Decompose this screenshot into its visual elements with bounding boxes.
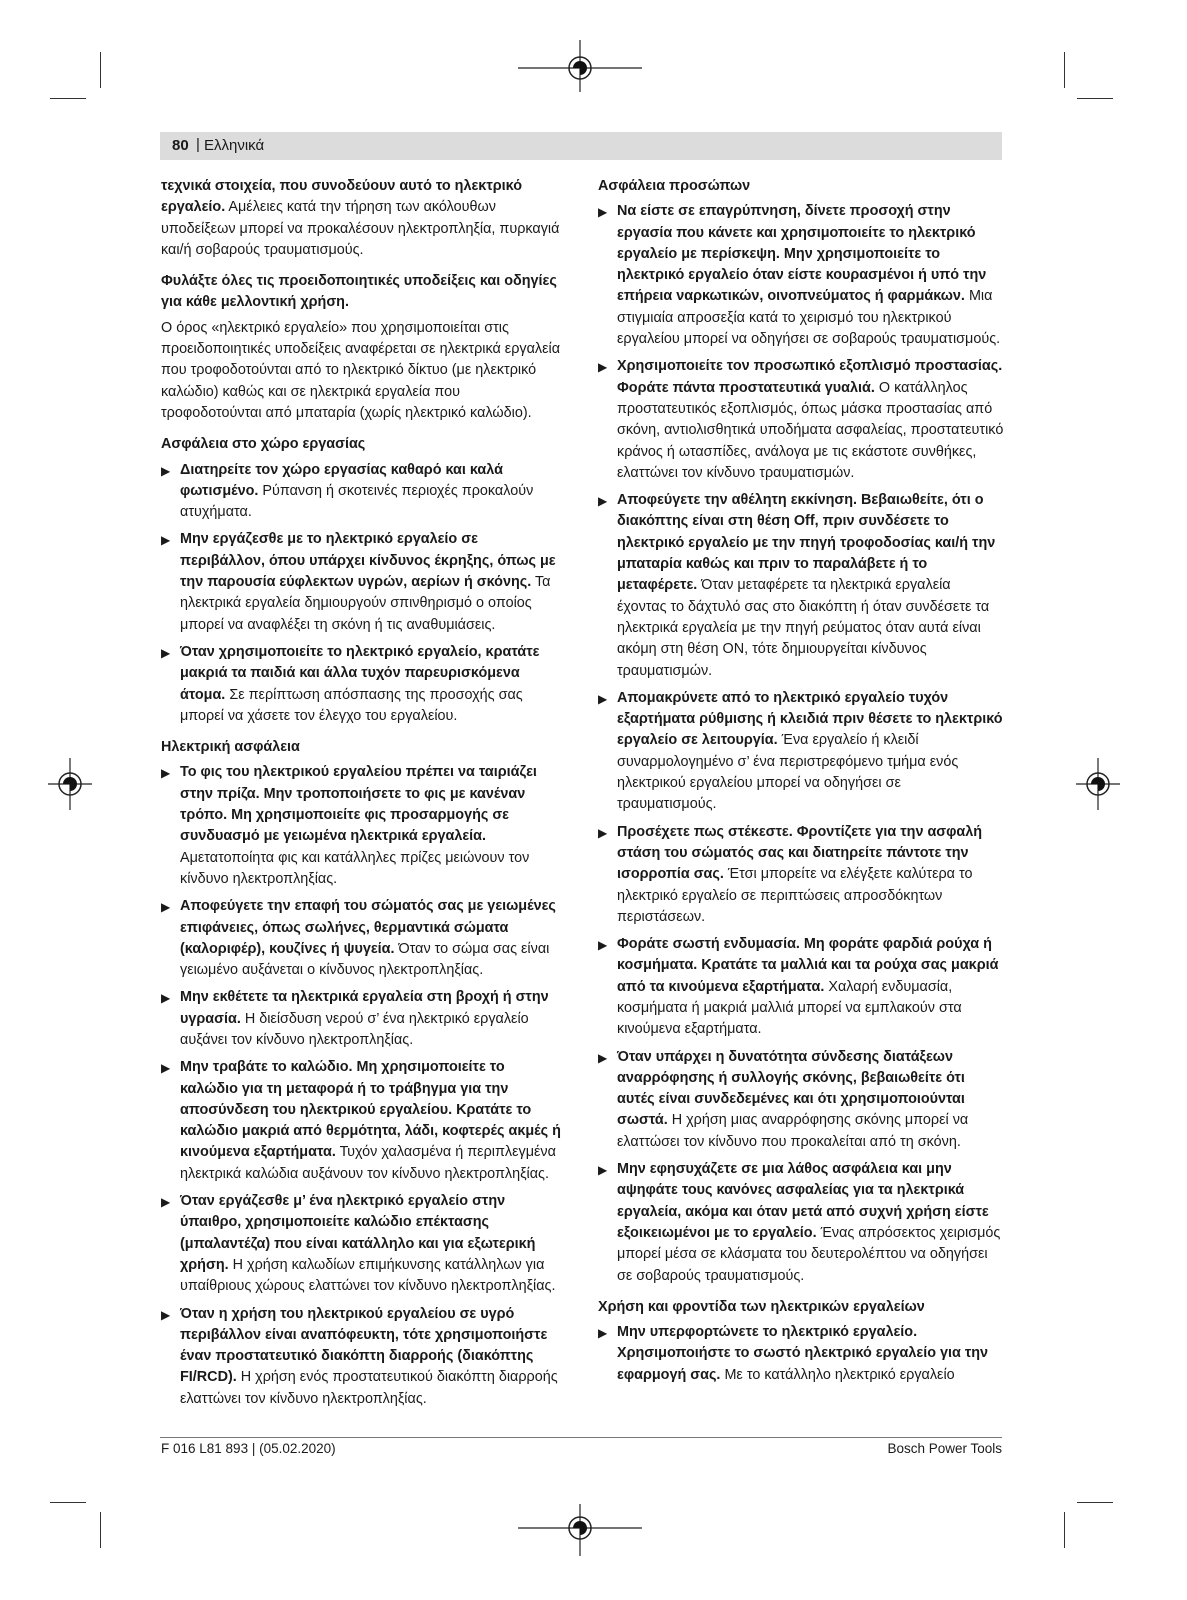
list-item <box>161 460 563 524</box>
bullet-icon: ▶ <box>598 1050 608 1065</box>
item-bold: Προσέχετε πως στέκεστε. Φροντίζετε για την ασφαλή στάση του σώματός σας και διατηρείτε πάντοτε την ισορροπία σας. <box>617 823 983 883</box>
tool-use-list <box>598 1322 1004 1386</box>
item-text: Όταν το σώμα σας είναι γειωμένο αυξάνεται ο κίνδυνος ηλεκτροπληξίας. <box>180 940 550 979</box>
item-text: Έτσι μπορείτε να ελέγξετε καλύτερα το ηλεκτρικό εργαλείο σε περιπτώσεις απροσδόκητων περιστάσεων. <box>617 866 973 925</box>
intro-bold: τεχνικά στοιχεία, που συνοδεύουν αυτό το ηλεκτρικό εργαλείο. <box>161 178 522 216</box>
item-text: Με το κατάλληλο ηλεκτρικό εργαλείο <box>724 1366 955 1383</box>
bullet-icon: ▶ <box>598 360 608 375</box>
item-text: Όταν μεταφέρετε τα ηλεκτρικά εργαλεία έχοντας το δάχτυλό σας στο διακόπτη ή όταν συνδέσετε τα ηλεκτρικά εργαλεία με την πηγή ρεύματος όταν αυτά είναι ακόμη στη θέση ON, τότε δημιουργείται κίνδυνος τραυματισμών. <box>617 577 990 679</box>
item-bold: Αποφεύγετε την επαφή του σώματός σας με γειωμένες επιφάνειες, όπως σωλήνες, θερμαντικά σώματα (καλοριφέρ), κουζίνες ή ψυγεία. <box>180 898 556 957</box>
list-item <box>598 688 1004 816</box>
list-item <box>598 356 1004 484</box>
registration-mark-icon <box>48 758 92 810</box>
list-item <box>161 642 563 727</box>
item-text: Ένας απρόσεκτος χειρισμός μπορεί μέσα σε κλάσματα του δευτερολέπτου να οδηγήσει σε σοβαρούς τραυματισμούς. <box>617 1224 1001 1284</box>
item-text: Ρύπανση ή σκοτεινές περιοχές προκαλούν ατυχήματα. <box>180 482 534 521</box>
bullet-icon: ▶ <box>161 1061 171 1076</box>
header-separator: | <box>196 136 200 153</box>
item-bold: Όταν χρησιμοποιείτε το ηλεκτρικό εργαλείο, κρατάτε μακριά τα παιδιά και άλλα τυχόν παρευρισκόμενα άτομα. <box>180 643 540 703</box>
crop-mark <box>50 98 86 99</box>
list-item <box>161 896 563 981</box>
item-bold: Όταν εργάζεσθε μ’ ένα ηλεκτρικό εργαλείο στην ύπαιθρο, χρησιμοποιείτε καλώδιο επέκτασης (μπαλαντέζα) που είναι κατάλληλο και για εξωτερική χρήση. <box>180 1193 536 1273</box>
keep-instructions-heading: Φυλάξτε όλες τις προειδοποιητικές υποδείξεις και οδηγίες για κάθε μελλοντική χρήση. <box>161 273 557 311</box>
registration-mark-icon <box>518 40 642 92</box>
header-language: Ελληνικά <box>204 137 265 154</box>
item-bold: Απομακρύνετε από το ηλεκτρικό εργαλείο τυχόν εξαρτήματα ρύθμισης ή κλειδιά πριν θέσετε το ηλεκτρικό εργαλείο σε λειτουργία. <box>617 689 1003 749</box>
registration-mark-icon <box>1076 758 1120 810</box>
bullet-icon: ▶ <box>161 463 171 478</box>
bullet-icon: ▶ <box>161 1307 171 1322</box>
list-item <box>598 934 1004 1040</box>
footer-rule <box>160 1437 1002 1438</box>
list-item <box>598 1159 1004 1287</box>
personal-list <box>598 201 1004 1287</box>
crop-mark <box>1077 98 1113 99</box>
item-bold: Αποφεύγετε την αθέλητη εκκίνηση. Βεβαιωθείτε, ότι ο διακόπτης είναι στη θέση Off, πριν συνδέσετε το ηλεκτρικό εργαλείο με την πηγή τροφοδοσίας και/ή την μπαταρία καθώς και πριν το παραλάβετε ή το μεταφέρετε. <box>617 492 996 594</box>
crop-mark <box>100 52 101 88</box>
list-item <box>598 1322 1004 1386</box>
bullet-icon: ▶ <box>161 533 171 548</box>
item-bold: Το φις του ηλεκτρικού εργαλείου πρέπει να ταιριάζει στην πρίζα. Μην τροποποιήσετε το φις με κανέναν τρόπο. Μη χρησιμοποιείτε φις προσαρμογής σε συνδυασμό με γειωμένα ηλεκτρικά εργαλεία. <box>180 764 537 845</box>
item-text: Αμετατοποίητα φις και κατάλληλες πρίζες μειώνουν τον κίνδυνο ηλεκτροπληξίας. <box>180 849 530 887</box>
item-bold: Μην τραβάτε το καλώδιο. Μη χρησιμοποιείτε το καλώδιο για τη μεταφορά ή το τράβηγμα για την αποσύνδεση του ηλεκτρικού εργαλείου. Κρατάτε το καλώδιο μακριά από θερμότητα, λάδι, κοφτερές ακμές ή κινούμενα εξαρτήματα. <box>180 1059 561 1161</box>
item-bold: Μην εφησυχάζετε σε μια λάθος ασφάλεια και μην αψηφάτε τους κανόνες ασφαλείας για τα ηλεκτρικά εργαλεία, ακόμα και όταν μετά από συχνή χρήση είστε εξοικειωμένοι με το εργαλείο. <box>617 1161 989 1241</box>
bullet-icon: ▶ <box>161 1195 171 1210</box>
list-item <box>161 529 563 635</box>
footer-brand: Bosch Power Tools <box>887 1441 1002 1456</box>
left-column <box>161 176 563 1416</box>
bullet-icon: ▶ <box>598 494 608 509</box>
item-text: Σε περίπτωση απόσπασης της προσοχής σας μπορεί να χάσετε τον έλεγχο του εργαλείου. <box>180 686 523 724</box>
item-text: Τυχόν χαλασμένα ή περιπλεγμένα ηλεκτρικά καλώδια αυξάνουν τον κίνδυνο ηλεκτροπληξίας. <box>180 1144 556 1182</box>
bullet-icon: ▶ <box>598 825 608 840</box>
crop-mark <box>50 1502 86 1503</box>
registration-mark-icon <box>518 1504 642 1556</box>
intro-paragraph <box>161 176 563 261</box>
electrical-list <box>161 762 563 1410</box>
item-bold: Όταν υπάρχει η δυνατότητα σύνδεσης διατάξεων αναρρόφησης ή συλλογής σκόνης, βεβαιωθείτε ότι αυτές είναι συνδεδεμένες και ότι χρησιμοποιούνται σωστά. <box>617 1048 965 1129</box>
list-item <box>598 201 1004 350</box>
section-heading-electrical: Ηλεκτρική ασφάλεια <box>161 739 300 756</box>
list-item <box>598 490 1004 682</box>
list-item <box>161 1304 563 1410</box>
list-item <box>161 987 563 1051</box>
item-bold: Μην υπερφορτώνετε το ηλεκτρικό εργαλείο. Χρησιμοποιήστε το σωστό ηλεκτρικό εργαλείο για την εφαρμογή σας. <box>617 1324 989 1383</box>
bullet-icon: ▶ <box>161 900 171 915</box>
intro-text: Αμέλειες κατά την τήρηση των ακόλουθων υποδείξεων μπορεί να προκαλέσουν ηλεκτροπληξία, πυρκαγιά και/ή σοβαρούς τραυματισμούς. <box>161 199 560 258</box>
item-bold: Διατηρείτε τον χώρο εργασίας καθαρό και καλά φωτισμένο. <box>180 461 503 499</box>
work-area-list <box>161 460 563 728</box>
bullet-icon: ▶ <box>161 645 171 660</box>
bullet-icon: ▶ <box>161 991 171 1006</box>
item-text: Μια στιγμιαία απροσεξία κατά το χειρισμό του ηλεκτρικού εργαλείου μπορεί να οδηγήσει σε σοβαρούς τραυματισμούς. <box>617 288 1001 348</box>
item-text: Χαλαρή ενδυμασία, κοσμήματα ή μακριά μαλλιά μπορεί να εμπλακούν στα κινούμενα εξαρτήματα. <box>617 978 962 1038</box>
item-bold: Να είστε σε επαγρύπνηση, δίνετε προσοχή στην εργασία που κάνετε και χρησιμοποιείτε το ηλεκτρικό εργαλείο με περίσκεψη. Μην χρησιμοποιείτε το ηλεκτρικό εργαλείο όταν είστε κουρασμένοι ή υπό την επήρεια ναρκωτικών, οινοπνεύματος ή φαρμάκων. <box>617 203 987 305</box>
list-item <box>161 762 563 890</box>
item-bold: Μην εκθέτετε τα ηλεκτρικά εργαλεία στη βροχή ή στην υγρασία. <box>180 989 549 1027</box>
item-bold: Χρησιμοποιείτε τον προσωπικό εξοπλισμό προστασίας. Φοράτε πάντα προστατευτικά γυαλιά. <box>617 358 1003 396</box>
section-heading-tool-use: Χρήση και φροντίδα των ηλεκτρικών εργαλείων <box>598 1298 925 1315</box>
item-text: Η χρήση μιας αναρρόφησης σκόνης μπορεί να ελαττώσει τον κίνδυνο που προκαλείται από τη σκόνη. <box>617 1112 969 1150</box>
bullet-icon: ▶ <box>598 691 608 706</box>
term-definition: Ο όρος «ηλεκτρικό εργαλείο» που χρησιμοποιείται στις προειδοποιητικές υποδείξεις αναφέρεται σε ηλεκτρικά εργαλεία που τροφοδοτούνται από το ηλεκτρικό δίκτυο (με ηλεκτρικό καλώδιο) καθώς και σε ηλεκτρικά εργαλεία που τροφοδοτούνται από μπαταρία (χωρίς ηλεκτρικό καλώδιο). <box>161 319 561 421</box>
section-heading-work-area: Ασφάλεια στο χώρο εργασίας <box>161 436 366 453</box>
bullet-icon: ▶ <box>161 766 171 781</box>
footer-doc-code: F 016 L81 893 | (05.02.2020) <box>161 1441 336 1456</box>
item-text: Ένα εργαλείο ή κλειδί συναρμολογημένο σ’ ένα περιστρεφόμενο τμήμα ενός ηλεκτρικού εργαλείου μπορεί να οδηγήσει σε τραυματισμούς. <box>617 732 959 813</box>
item-text: Η διείσδυση νερού σ’ ένα ηλεκτρικό εργαλείο αυξάνει τον κίνδυνο ηλεκτροπληξίας. <box>180 1010 529 1048</box>
page-number: 80 <box>172 137 189 154</box>
bullet-icon: ▶ <box>598 1163 608 1178</box>
list-item <box>161 1191 563 1297</box>
item-bold: Όταν η χρήση του ηλεκτρικού εργαλείου σε υγρό περιβάλλον είναι αναπόφευκτη, τότε χρησιμοποιήστε έναν προστατευτικό διακόπτη διαρροής (διακόπτης FI/RCD). <box>180 1305 548 1386</box>
list-item <box>598 822 1004 928</box>
bullet-icon: ▶ <box>598 938 608 953</box>
item-text: Η χρήση καλωδίων επιμήκυνσης κατάλληλων για υπαίθριους χώρους ελαττώνει τον κίνδυνο ηλεκτροπληξίας. <box>180 1256 556 1295</box>
item-text: Τα ηλεκτρικά εργαλεία δημιουργούν σπινθηρισμό ο οποίος μπορεί να αναφλέξει τη σκόνη ή τις αναθυμιάσεις. <box>180 574 551 633</box>
page-header <box>160 132 1002 160</box>
section-heading-personal: Ασφάλεια προσώπων <box>598 178 751 194</box>
item-bold: Μην εργάζεσθε με το ηλεκτρικό εργαλείο σε περιβάλλον, όπου υπάρχει κίνδυνος έκρηξης, όπως με την παρουσία εύφλεκτων υγρών, αερίων ή σκόνης. <box>180 531 556 591</box>
item-bold: Φοράτε σωστή ενδυμασία. Μη φοράτε φαρδιά ρούχα ή κοσμήματα. Κρατάτε τα μαλλιά και τα ρούχα σας μακριά από τα κινούμενα εξαρτήματα. <box>617 936 999 995</box>
list-item <box>598 1047 1004 1153</box>
crop-mark <box>1077 1502 1113 1503</box>
item-text: Ο κατάλληλος προστατευτικός εξοπλισμός, όπως μάσκα προστασίας από σκόνη, αντιολισθητικά υποδήματα ασφαλείας, προστατευτικό κράνος ή ωτασπίδες, ανάλογα με τις εκάστοτε συνθήκες, ελαττώνει τον κίνδυνο τραυματισμών. <box>617 379 1004 481</box>
right-column <box>598 176 1004 1392</box>
crop-mark <box>100 1512 101 1548</box>
bullet-icon: ▶ <box>598 1326 608 1341</box>
crop-mark <box>1064 1512 1065 1548</box>
crop-mark <box>1064 52 1065 88</box>
item-text: Η χρήση ενός προστατευτικού διακόπτη διαρροής ελαττώνει τον κίνδυνο ηλεκτροπληξίας. <box>180 1369 558 1407</box>
bullet-icon: ▶ <box>598 205 608 220</box>
list-item <box>161 1057 563 1185</box>
